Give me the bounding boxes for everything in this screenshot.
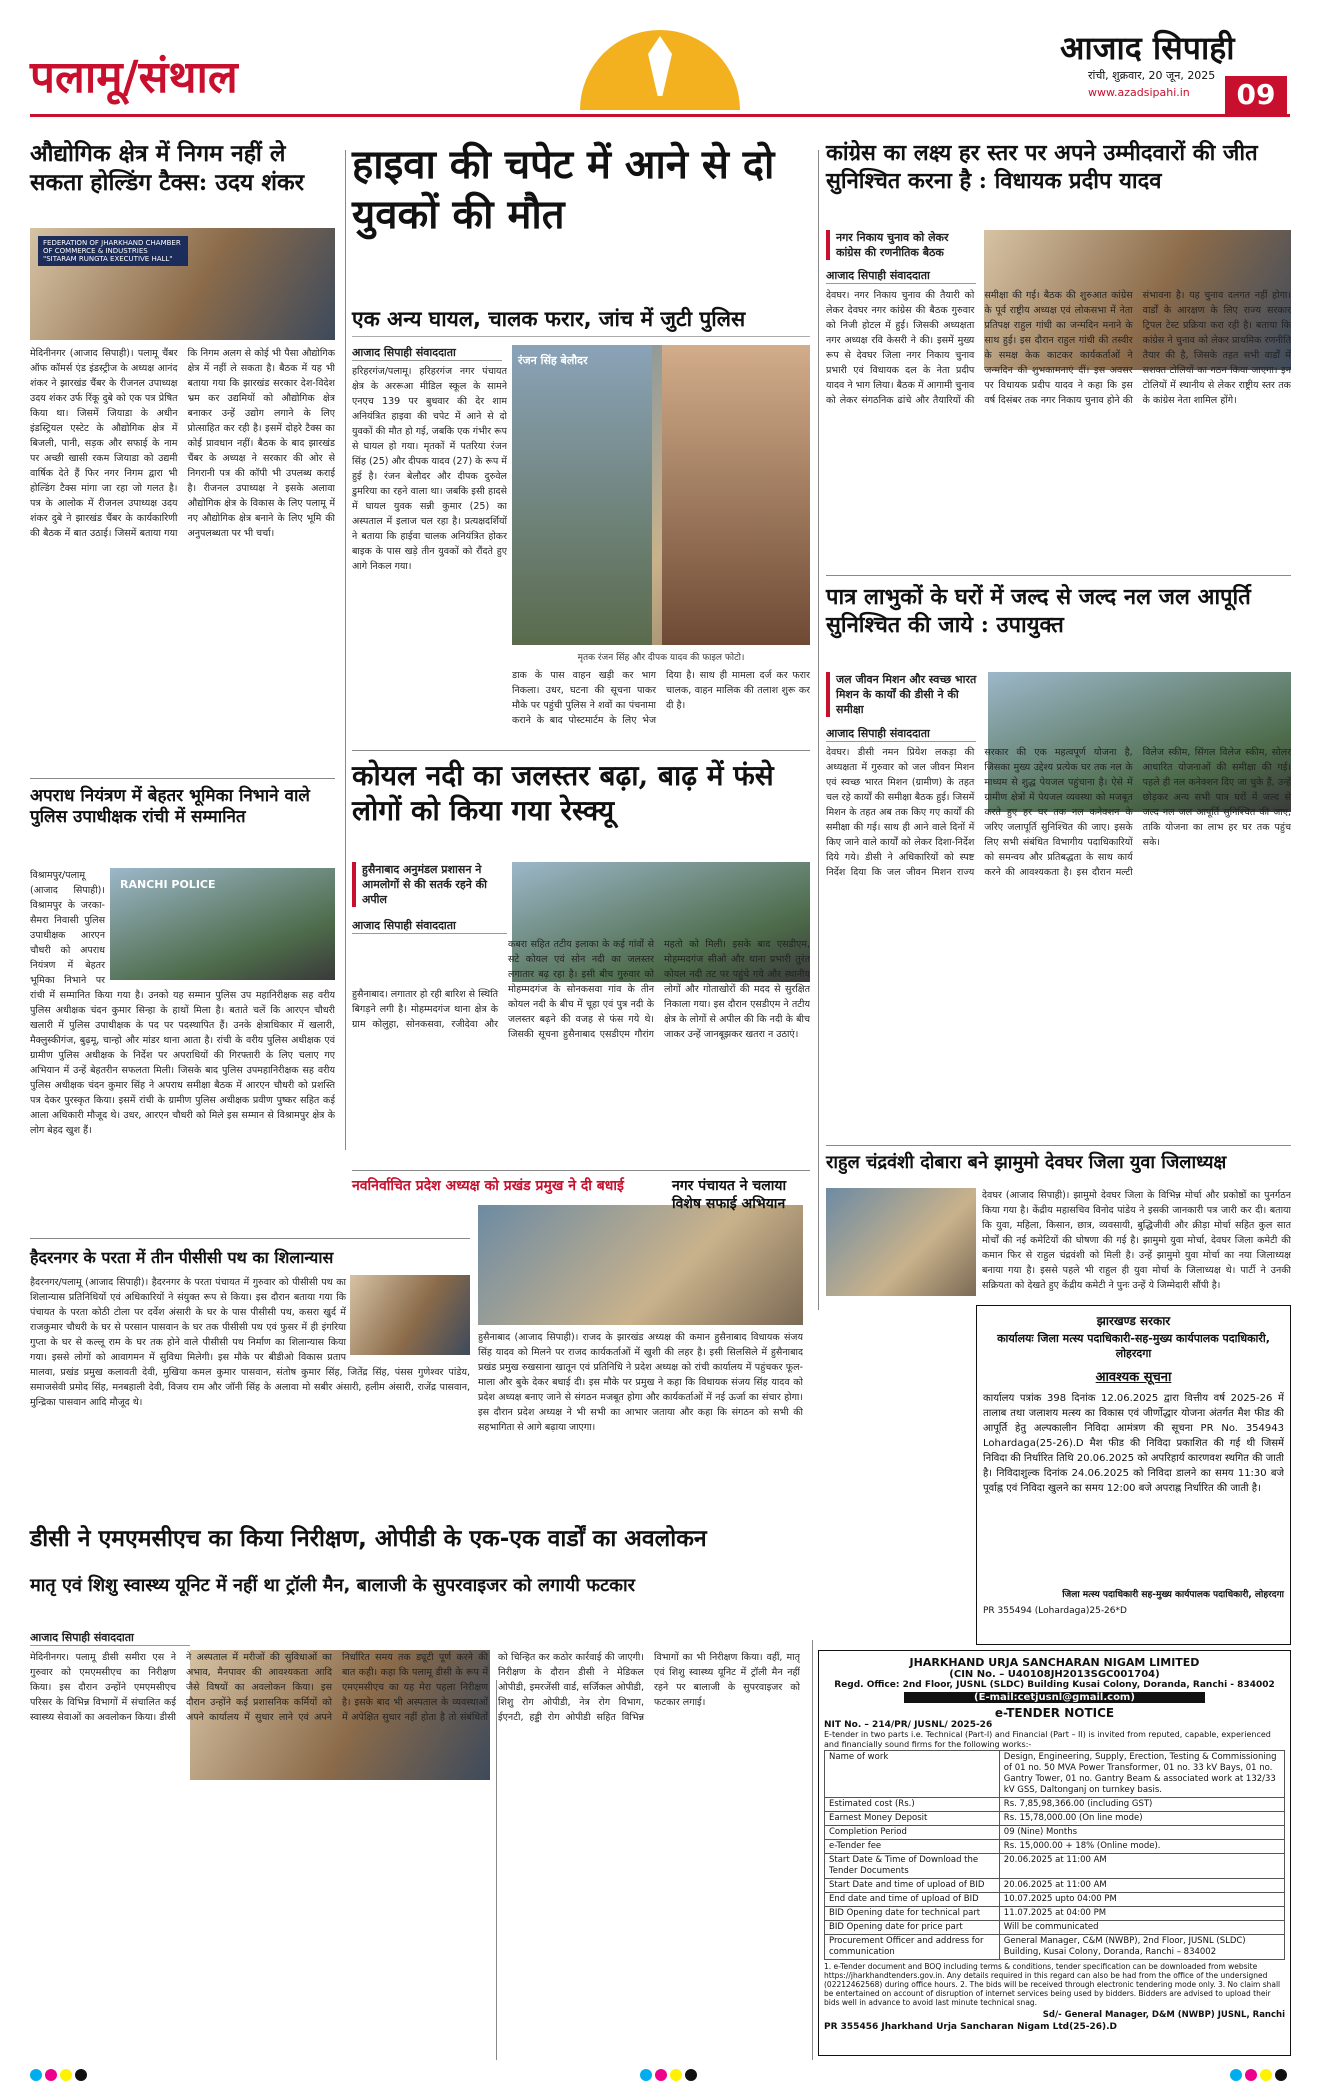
table-cell-label: Completion Period bbox=[825, 1826, 1000, 1840]
table-row bbox=[825, 1854, 1285, 1879]
photo-spacer bbox=[105, 868, 335, 984]
byline: आजाद सिपाही संवाददाता bbox=[30, 1630, 190, 1646]
divider bbox=[352, 1170, 810, 1171]
article-body: हुसैनाबाद (आजाद सिपाही)। राजद के झारखंड अध्यक्ष की कमान हुसैनाबाद विधायक संजय सिंह यादव को मिलने पर राजद कार्यकर्ताओं में खुशी की लहर है। इसी सिलसिले में हुसैनाबाद प्रखंड प्रमुख रुखसाना खातून एवं प्रतिनिधि ने प्रदेश अध्यक्ष को रांची कार्यालय में पहुंचकर फूल-माला और बुके देकर बधाई दी। इस मौके पर प्रमुख ने कहा कि विधायक संजय सिंह यादव को प्रदेश अध्यक्ष बनाए जाने से संगठन मजबूत होगा और कार्यकर्ताओं में नई ऊर्जा का संचार होगा। इस दौरान प्रदेश अध्यक्ष ने भी सभी का आभार जताया और कहा कि संगठन को सभी की सहभागिता से आगे बढ़ाया जाएगा। bbox=[478, 1332, 803, 1433]
article-body: मेदिनीनगर (आजाद सिपाही)। पलामू चैंबर ऑफ कॉमर्स एंड इंडस्ट्रीज के अध्यक्ष आनंद शंकर ने झारखंड चैंबर के रीजनल उपाध्यक्ष उदय शंकर उर्फ रिंकू दुबे को एक पत्र प्रेषित किया था। जिसमें जियाडा के अधीन इंडस्ट्रियल एस्टेट के औद्योगिक क्षेत्र में बिजली, पानी, सड़क और सफाई के नाम पर अच्छी खासी रकम जियाडा को उद्यमी वार्षिक देते हैं फिर नगर निगम द्वारा भी होल्डिंग टैक्स मांगा जा रहा जो गलत है। पत्र के आलोक में रीजनल उपाध्यक्ष उदय शंकर दुबे ने झारखंड चैंबर के कार्यकारिणी की बैठक में बात उठाई। जिसमें बताया गया कि निगम अलग से कोई भी पैसा औद्योगिक क्षेत्र में नहीं ले सकता है। बैठक में यह भी बताया गया कि झारखंड सरकार देश-विदेश भ्रम कर उद्यमियों को औद्योगिक क्षेत्र बनाकर उन्हें उद्योग लगाने के लिए प्रोत्साहित कर रही है। इसमें दोहरे टैक्स का कोई प्रावधान नहीं। बैठक के बाद झारखंड चैंबर के अध्यक्ष ने सरकार की ओर से निगरानी पत्र की कॉपी भी उपलब्ध कराई है। रीजनल उपाध्यक्ष ने इसके अलावा औद्योगिक क्षेत्र के विकास के लिए पलामू में नए औद्योगिक क्षेत्र बनाने के लिए भूमि की अनुपलब्धता पर भी चर्चा। bbox=[30, 348, 335, 539]
table-cell-label: End date and time of upload of BID bbox=[825, 1893, 1000, 1907]
photo-spacer bbox=[346, 1275, 470, 1357]
ad-cin: (CIN No. – U40108JH2013SGC001704) bbox=[949, 1669, 1160, 1680]
ad-signature: Sd/- General Manager, D&M (NWBP) JUSNL, Ranchi bbox=[1042, 2010, 1285, 2020]
table-cell-label: BID Opening date for price part bbox=[825, 1921, 1000, 1935]
article-body: देवघर। नगर निकाय चुनाव की तैयारी को लेकर देवघर नगर कांग्रेस की बैठक गुरुवार को निजी होटल में हुई। जिसकी अध्यक्षता नगर अध्यक्ष रवि केसरी ने की। इसमें मुख्य रूप से देवघर जिला नगर निकाय चुनाव प्रभारी एवं विधायक दल के नेता प्रदीप यादव ने भाग लिया। बैठक में आगामी चुनाव को लेकर संगठनिक ढांचे और तैयारियों की समीक्षा की गई। बैठक की शुरुआत कांग्रेस के पूर्व राष्ट्रीय अध्यक्ष एवं लोकसभा में नेता प्रतिपक्ष राहुल गांधी का जन्मदिन मनाने के साथ हुई। इस दौरान राहुल गांधी की तस्वीर के समक्ष केक काटकर कार्यकर्ताओं ने जन्मदिन की शुभकामनाएं दीं। इस अवसर पर विधायक प्रदीप यादव ने कहा कि इस वर्ष दिसंबर तक नगर निकाय चुनाव होने की संभावना है। यह चुनाव दलगत नहीं होगा। वार्डों के आरक्षण के लिए राज्य सरकार ट्रिपल टेस्ट प्रक्रिया करा रही है। बताया कि कांग्रेस ने चुनाव को लेकर प्राथमिक रणनीति तैयार की है, जिसके तहत सभी वार्डों में सशक्त टोलियों का गठन किया जाएगा। इन टोलियों में स्थानीय से लेकर राष्ट्रीय स्तर तक के कांग्रेस नेता शामिल होंगे। bbox=[826, 290, 1291, 406]
print-registration-marks bbox=[1230, 2066, 1290, 2085]
ad-company: JHARKHAND URJA SANCHARAN NIGAM LIMITED bbox=[909, 1656, 1200, 1669]
section-title: पलामू/संथाल bbox=[30, 52, 238, 103]
masthead-title: आजाद सिपाही bbox=[1060, 29, 1235, 67]
ad-body: कार्यालय पत्रांक 398 दिनांक 12.06.2025 द्वारा वित्तीय वर्ष 2025-26 में तालाब तथा जलाशय मत्स्य का विकास एवं जीर्णोद्धार योजना अंतर्गत मैश फीड की आपूर्ति हेतु अल्पकालीन निविदा आमंत्रण की सूचना PR No. 354943 Lohardaga(25-26).D मैश फीड की निविदा प्रकाशित की गई थी जिसमें निविदा की निर्धारित तिथि 20.06.2025 को अपरिहार्य कारणवश स्थगित की जाती है। निविदाशुल्क दिनांक 24.06.2025 को निविदा डालने का समय 11:30 बजे पूर्वाह्न एवं निविदा खुलने का समय 12:00 बजे अपराह्न निर्धारित की जाती है। bbox=[983, 1393, 1284, 1494]
headline-jmm-youth: राहुल चंद्रवंशी दोबारा बने झामुमो देवघर जिला युवा जिलाध्यक्ष bbox=[826, 1152, 1227, 1173]
article-body: डाक के पास वाहन खड़ी कर भाग निकला। उधर, घटना की सूचना पाकर मौके पर पहुंची पुलिस ने शवों का पंचनामा कराने के बाद पोस्टमार्टम के लिए भेज दिया है। साथ ही मामला दर्ज कर फरार चालक, वाहन मालिक की तलाश शुरू कर दी है। bbox=[512, 670, 810, 726]
photo-label: रंजन सिंह बेलौदर bbox=[518, 354, 588, 367]
photo-victim-1 bbox=[512, 345, 652, 645]
notice-jusnl-tender bbox=[818, 1650, 1291, 2056]
article-body: देवघर। डीसी नमन प्रियेश लकड़ा की अध्यक्षता में गुरुवार को जल जीवन मिशन एवं स्वच्छ भारत मिशन (ग्रामीण) के तहत चल रहे कार्यों की समीक्षा बैठक हुई। जिसमें मिशन के तहत अब तक किए गए कार्यों की समीक्षा की गई। साथ ही आने वाले दिनों में किए जाने वाले कार्यों को लेकर दिशा-निर्देश दिये गये। डीसी ने अधिकारियों को स्पष्ट निर्देश दिया कि जल जीवन मिशन राज्य सरकार की एक महत्वपूर्ण योजना है, जिसका मुख्य उद्देश्य प्रत्येक घर तक नल के माध्यम से शुद्ध पेयजल पहुंचाना है। ऐसे में ग्रामीण क्षेत्रों में पेयजल व्यवस्था को मजबूत करते हुए हर घर तक नल कनेक्शन के जरिए जलापूर्ति सुनिश्चित की जाए। इसके लिए सभी संबंधित विभागीय पदाधिकारियों को समन्वय और प्रतिबद्धता के साथ कार्य करने की आवश्यकता है। इस दौरान मल्टी विलेज स्कीम, सिंगल विलेज स्कीम, सोलर आधारित योजनाओं की समीक्षा की गई। पहले ही नल कनेक्शन दिए जा चुके हैं, उन्हें छोड़कर अन्य सभी पात्र घरों में जल्द से जल्द नल जल आपूर्ति सुनिश्चित की जाए, ताकि योजना का लाभ हर घर तक पहुंच सके। bbox=[826, 747, 1291, 878]
table-cell-label: Earnest Money Deposit bbox=[825, 1812, 1000, 1826]
table-cell-label: Start Date & Time of Download the Tender Documents bbox=[825, 1854, 1000, 1879]
ad-title: आवश्यक सूचना bbox=[1095, 1370, 1172, 1385]
photo-banner: FEDERATION OF JHARKHAND CHAMBER OF COMMERCE & INDUSTRIES "SITARAM RUNGTA EXECUTIVE HALL" bbox=[38, 236, 188, 266]
photo-spacer bbox=[826, 1188, 982, 1293]
article-body: हैदरनगर/पलामू (आजाद सिपाही)। हैदरनगर के परता पंचायत में गुरुवार को पीसीसी पथ का शिलान्यास प्रतिनिधियों एवं अधिकारियों ने संयुक्त रूप से किया। इस दौरान बताया गया कि पंचायत के परता कोठी टोला पर दर्वेश अंसारी के घर के पास पीसीसी पथ, कसरा खुर्द में राजकुमार चौधरी के घर से परसान पासवान के घर तक पीसीसी पथ एवं फुसर में ही इंगरिया गुप्ता के घर से कल्लू राम के घर तक होने वाले पीसीसी पथ निर्माण का शिलान्यास किया गया। इससे लोगों को आवागमन में सुविधा मिलेगी। इस मौके पर बीडीओ विकास प्रताप मालवा, प्रखंड प्रमुख कलावती देवी, मुखिया कमल कुमार पासवान, संतोष कुमार सिंह, जितेंद्र सिंह, पंसस गुणेश्वर पांडेय, समाजसेवी प्रमोद सिंह, मनबहाली देवी, विजय राम और जॉनी सिंह के अलावा मो सबीर अंसारी, हलीम अंसारी, राजेंद्र पासवान, मुन्द्रिका पासवान आदि मौजूद थे। bbox=[30, 1277, 470, 1408]
ad-office: कार्यालयः जिला मत्स्य पदाधिकारी-सह-मुख्य कार्यपालक पदाधिकारी, लोहरदगा bbox=[997, 1332, 1270, 1360]
photo-victim-2 bbox=[662, 345, 810, 645]
tender-table bbox=[824, 1750, 1285, 1960]
byline: आजाद सिपाही संवाददाता bbox=[826, 268, 976, 284]
headline-pcc-road: हैदरनगर के परता में तीन पीसीसी पथ का शिलान्यास bbox=[30, 1248, 334, 1267]
article-body: मेदिनीनगर। पलामू डीसी समीरा एस ने गुरुवार को एमएमसीएच का निरीक्षण किया। इस दौरान उन्होंने एमएमसीएच परिसर के विभिन्न विभागों में संचालित कई स्वास्थ्य सेवाओं का अवलोकन किया। डीसी ने अस्पताल में मरीजों की सुविधाओं का अभाव, मैनपावर की आवश्यकता आदि जैसे विषयों का अवलोकन किया। इस दौरान उन्होंने कई प्रशासनिक कर्मियों को अपने कार्यालय में सुधार लाने एवं अपने निर्धारित समय तक ड्यूटी पूर्ण करने की बात कही। कहा कि पलामू डीसी के रूप में एमएमसीएच का यह मेरा पहला निरीक्षण है। इसके बाद भी अस्पताल के व्यवस्थाओं में अपेक्षित सुधार नहीं होता है तो संबंधितों को चिन्हित कर कठोर कार्रवाई की जाएगी। निरीक्षण के दौरान डीसी ने मेडिकल ओपीडी, इमरजेंसी वार्ड, सर्जिकल ओपीडी, शिशु रोग ओपीडी, नेत्र रोग विभाग, ईएनटी, हड्डी रोग ओपीडी सहित विभिन्न विभागों का भी निरीक्षण किया। वहीं, मातृ एवं शिशु स्वास्थ्य यूनिट में ट्रॉली मैन नहीं रहने पर बालाजी के सुपरवाइजर को फटकार लगाई। bbox=[30, 1652, 800, 1723]
subheadline: एक अन्य घायल, चालक फरार, जांच में जुटी पुलिस bbox=[352, 306, 810, 337]
photo-banner: RANCHI POLICE bbox=[120, 878, 216, 891]
table-row bbox=[825, 1907, 1285, 1921]
headline-industrial-tax: औद्योगिक क्षेत्र में निगम नहीं ले सकता होल्डिंग टैक्स: उदय शंकर bbox=[30, 140, 305, 196]
headline-cleanliness: नगर पंचायत ने चलाया विशेष सफाई अभियान bbox=[672, 1178, 787, 1212]
table-cell-label: BID Opening date for technical part bbox=[825, 1907, 1000, 1921]
column-divider bbox=[812, 1640, 813, 2060]
divider bbox=[352, 750, 810, 751]
table-cell-value: General Manager, C&M (NWBP), 2nd Floor, JUSNL (SLDC) Building, Kusai Colony, Doranda, Ranchi – 834002 bbox=[999, 1935, 1284, 1960]
ad-pr: PR 355494 (Lohardaga)25-26*D bbox=[983, 1606, 1127, 1616]
table-row bbox=[825, 1812, 1285, 1826]
print-registration-marks bbox=[30, 2066, 90, 2085]
ad-intro: E-tender in two parts i.e. Technical (Part-I) and Financial (Part – II) is invited from reputed, capable, experienced and financially sound firms for the following works:- bbox=[824, 1730, 1271, 1749]
table-cell-label: Procurement Officer and address for communication bbox=[825, 1935, 1000, 1960]
table-row bbox=[825, 1921, 1285, 1935]
kicker: नगर निकाय चुनाव को लेकर कांग्रेस की रणनीतिक बैठक bbox=[826, 230, 976, 260]
table-cell-value: 09 (Nine) Months bbox=[999, 1826, 1284, 1840]
column-divider bbox=[818, 150, 819, 1310]
table-cell-label: Name of work bbox=[825, 1751, 1000, 1798]
table-cell-value: 20.06.2025 at 11:00 AM bbox=[999, 1879, 1284, 1893]
article-body: विश्रामपुर/पलामू (आजाद सिपाही)। विश्रामपुर के जरका-सैमरा निवासी पुलिस उपाधीक्षक आरएन चौधरी को अपराध नियंत्रण में बेहतर भूमिका निभाने पर रांची में सम्मानित किया गया है। उनको यह सम्मान पुलिस उप महानिरीक्षक सह वरीय पुलिस अधीक्षक चंदन कुमार सिन्हा के हाथों मिला है। बताते चलें कि आरएन चौधरी खलारी में पुलिस उपाधीक्षक के पद पर पदस्थापित हैं। उनके क्षेत्राधिकार में खलारी, मैक्लुस्कीगंज, बुढ़मू, चान्हो और मांडर थाना आता है। रांची के वरीय पुलिस अधीक्षक एवं ग्रामीण पुलिस अधीक्षक के निर्देश पर अपराधियों की गिरफ्तारी के लिए चलाए गए अभियान में उन्हें बेहतरीन सफलता मिली। जिसके बाद पुलिस उपमहानिरीक्षक सह वरीय पुलिस अधीक्षक चंदन कुमार सिंह ने अपराध समीक्षा बैठक में आरएन चौधरी को प्रशस्ति पत्र देकर पुरस्कृत किया। इसमें रांची के ग्रामीण पुलिस अधीक्षक प्रवीण पुष्कर सहित कई आला अधिकारी मौजूद थे। उधर, आरएन चौधरी को मिले इस सम्मान से विश्रामपुर क्षेत्र के लोग बेहद खुश हैं। bbox=[30, 870, 335, 1136]
ad-org: झारखण्ड सरकार bbox=[1096, 1314, 1171, 1328]
table-cell-value: 20.06.2025 at 11:00 AM bbox=[999, 1854, 1284, 1879]
ad-signature: जिला मत्स्य पदाधिकारी सह-मुख्य कार्यपालक पदाधिकारी, लोहरदगा bbox=[1062, 1590, 1284, 1600]
ad-email: (E-mail:cetjusnl@gmail.com) bbox=[904, 1692, 1205, 1703]
table-row bbox=[825, 1751, 1285, 1798]
table-cell-value: Rs. 15,000.00 + 18% (Online mode). bbox=[999, 1840, 1284, 1854]
ad-office: Regd. Office: 2nd Floor, JUSNL (SLDC) Building Kusai Colony, Doranda, Ranchi - 834002 bbox=[834, 1680, 1275, 1690]
photo-spacer bbox=[352, 937, 498, 987]
dateline: रांची, शुक्रवार, 20 जून, 2025 bbox=[1088, 69, 1216, 82]
table-cell-label: Estimated cost (Rs.) bbox=[825, 1798, 1000, 1812]
photo-caption: मृतक रंजन सिंह और दीपक यादव की फाइल फोटो। bbox=[577, 653, 745, 663]
table-row bbox=[825, 1893, 1285, 1907]
byline: आजाद सिपाही संवाददाता bbox=[352, 345, 502, 361]
headline-dc-inspection: डीसी ने एमएमसीएच का किया निरीक्षण, ओपीडी के एक-एक वार्डों का अवलोकन bbox=[30, 1526, 707, 1552]
table-row bbox=[825, 1879, 1285, 1893]
headline-hyva-accident: हाइवा की चपेट में आने से दो युवकों की मौत bbox=[352, 141, 775, 238]
headline-koel-flood: कोयल नदी का जलस्तर बढ़ा, बाढ़ में फंसे लोगों को किया गया रेस्क्यू bbox=[352, 759, 774, 827]
table-cell-value: Rs. 15,78,000.00 (On line mode) bbox=[999, 1812, 1284, 1826]
table-row bbox=[825, 1798, 1285, 1812]
table-cell-value: Rs. 7,85,98,366.00 (including GST) bbox=[999, 1798, 1284, 1812]
photo-congratulation bbox=[478, 1205, 803, 1325]
photo-victims bbox=[512, 345, 810, 645]
headline-tap-water: पात्र लाभुकों के घरों में जल्द से जल्द नल जल आपूर्ति सुनिश्चित की जाये : उपायुक्त bbox=[826, 584, 1251, 638]
byline: आजाद सिपाही संवाददाता bbox=[352, 918, 507, 934]
website-link[interactable]: www.azadsipahi.in bbox=[1088, 86, 1190, 99]
table-cell-value: 10.07.2025 upto 04:00 PM bbox=[999, 1893, 1284, 1907]
table-cell-value: 11.07.2025 at 04:00 PM bbox=[999, 1907, 1284, 1921]
table-cell-value: Will be communicated bbox=[999, 1921, 1284, 1935]
table-row bbox=[825, 1935, 1285, 1960]
table-row bbox=[825, 1826, 1285, 1840]
kicker: जल जीवन मिशन और स्वच्छ भारत मिशन के कार्यों की डीसी ने की समीक्षा bbox=[826, 672, 981, 717]
ad-nit: NIT No. – 214/PR/ JUSNL/ 2025-26 bbox=[824, 1720, 993, 1730]
page-number: 09 bbox=[1225, 76, 1287, 114]
subheadline: मातृ एवं शिशु स्वास्थ्य यूनिट में नहीं था ट्रॉली मैन, बालाजी के सुपरवाइजर को लगायी फटकार bbox=[30, 1575, 635, 1596]
print-registration-marks bbox=[640, 2066, 700, 2085]
column-divider bbox=[345, 150, 346, 1150]
header-rule bbox=[30, 114, 1290, 117]
byline: आजाद सिपाही संवाददाता bbox=[826, 726, 976, 742]
ad-title: e-TENDER NOTICE bbox=[994, 1706, 1115, 1720]
headline-congress-target: कांग्रेस का लक्ष्य हर स्तर पर अपने उम्मीदवारों की जीत सुनिश्चित करना है : विधायक प्रदीप यादव bbox=[826, 140, 1258, 194]
notice-fisheries bbox=[976, 1305, 1291, 1645]
table-row bbox=[825, 1840, 1285, 1854]
article-body: हरिहरगंज/पलामू। हरिहरगंज नगर पंचायत क्षेत्र के अररूआ मीडिल स्कूल के सामने एनएच 139 पर बुधवार की देर शाम अनियंत्रित हाइवा की चपेट में आने से दो युवकों की मौत हो गई, जबकि एक गंभीर रूप से घायल हो गया। मृतकों में पतरिया रंजन सिंह (25) और दीपक यादव (27) के रूप में हुई है। रंजन बेलौदर और दीपक दुरुवेल डुमरिया का रहने वाला था। जबकि इसी हादसे में घायल युवक सन्नी कुमार (25) का अस्पताल में इलाज चल रहा है। प्रत्यक्षदर्शियों ने बताया कि हाईवा चालक अनियंत्रित होकर बाइक के पास खड़े तीन युवकों को रौंदते हुए आगे निकल गया। bbox=[352, 366, 507, 572]
divider bbox=[826, 1145, 1291, 1146]
article-body: हुसैनाबाद। लगातार हो रही बारिश से स्थिति बिगड़ने लगी है। मोहम्मदगंज थाना क्षेत्र के ग्राम कोलुहा, सोनकसवा, रजीदेवा और कबरा सहित तटीय इलाका के कई गांवों से सटे कोयल एवं सोन नदी का जलस्तर लगातार बढ़ रहा है। इसी बीच गुरुवार को मोहम्मदगंज के सोनकसवा गांव के तीन कोयल नदी के बीच में चूहा एवं पुत्र नदी के जलस्तर बढ़ने की वजह से फंस गये थे। जिसकी सूचना हुसैनाबाद एसडीएम गौरांग महतो को मिली। इसके बाद एसडीएम, मोहम्मदगंज सीओ और थाना प्रभारी तुरंत कोयल नदी तट पर पहुंचे गये और स्थानीय लोगों और गोताखोरों की मदद से सुरक्षित निकाला गया। इस दौरान एसडीएम ने तटीय क्षेत्र के लोगों से अपील की कि नदी के बीच जाकर उन्हें जानबूझकर खतरा न उठाएं। bbox=[352, 939, 810, 1040]
photo-chamber-meeting bbox=[30, 228, 335, 340]
divider bbox=[826, 575, 1291, 576]
headline-dsp-honoured: अपराध नियंत्रण में बेहतर भूमिका निभाने वाले पुलिस उपाधीक्षक रांची में सम्मानित bbox=[30, 786, 310, 828]
divider bbox=[30, 1238, 470, 1239]
table-cell-label: Start Date and time of upload of BID bbox=[825, 1879, 1000, 1893]
article-body: देवघर (आजाद सिपाही)। झामुमो देवघर जिला के विभिन्न मोर्चा और प्रकोष्ठों का पुनर्गठन किया गया है। केंद्रीय महासचिव विनोद पांडेय ने इसकी जानकारी पत्र जारी कर दी। बताया कि युवा, महिला, किसान, छात्र, व्यवसायी, बुद्धिजीवी और क्रीड़ा मोर्चा सहित कुल सात मोर्चों की नई कमेटियों की घोषणा की गई है। झामुमो युवा मोर्चा, देवघर जिला कमेटी की कमान फिर से राहुल चंद्रवंशी को मिली है। उन्हें झामुमो युवा मोर्चा का नया जिलाध्यक्ष बनाया गया है। इससे पहले भी राहुल ही युवा मोर्चा के जिलाध्यक्ष थे। पार्टी ने उनकी सक्रियता को देखते हुए केंद्रीय कमेटी ने पुनः उन्हें ये जिम्मेदारी सौंपी है। bbox=[826, 1188, 1291, 1293]
ad-notes: 1. e-Tender document and BOQ including terms & conditions, tender specification can be downloaded from website https://jharkhandtenders.gov.in. Any details required in this regard can also be had from the office of the undersigned (02212462568) during office hours. 2. The bids will be received through electronic tendering mode only. 3. No claim shall be entertained on account of disruption of internet services being used by bidders. Bidders are advised to upload their bids well in advance to avoid last minute technical snag. bbox=[824, 1962, 1281, 2007]
ad-pr: PR 355456 Jharkhand Urja Sancharan Nigam Ltd(25-26).D bbox=[824, 2022, 1117, 2032]
divider bbox=[30, 778, 335, 779]
headline-rjd-president: नवनिर्वाचित प्रदेश अध्यक्ष को प्रखंड प्रमुख ने दी बधाई bbox=[352, 1178, 624, 1194]
kicker: हुसैनाबाद अनुमंडल प्रशासन ने आमलोगों से की सतर्क रहने की अपील bbox=[352, 862, 507, 907]
table-cell-label: e-Tender fee bbox=[825, 1840, 1000, 1854]
table-cell-value: Design, Engineering, Supply, Erection, Testing & Commissioning of 01 no. 50 MVA Power Transformer, 01 no. 33 kV Bays, 01 no. Gantry Tower, 01 no. Gantry Beam & associated work at 132/33 kV GSS, Daltonganj on turnkey basis. bbox=[999, 1751, 1284, 1798]
